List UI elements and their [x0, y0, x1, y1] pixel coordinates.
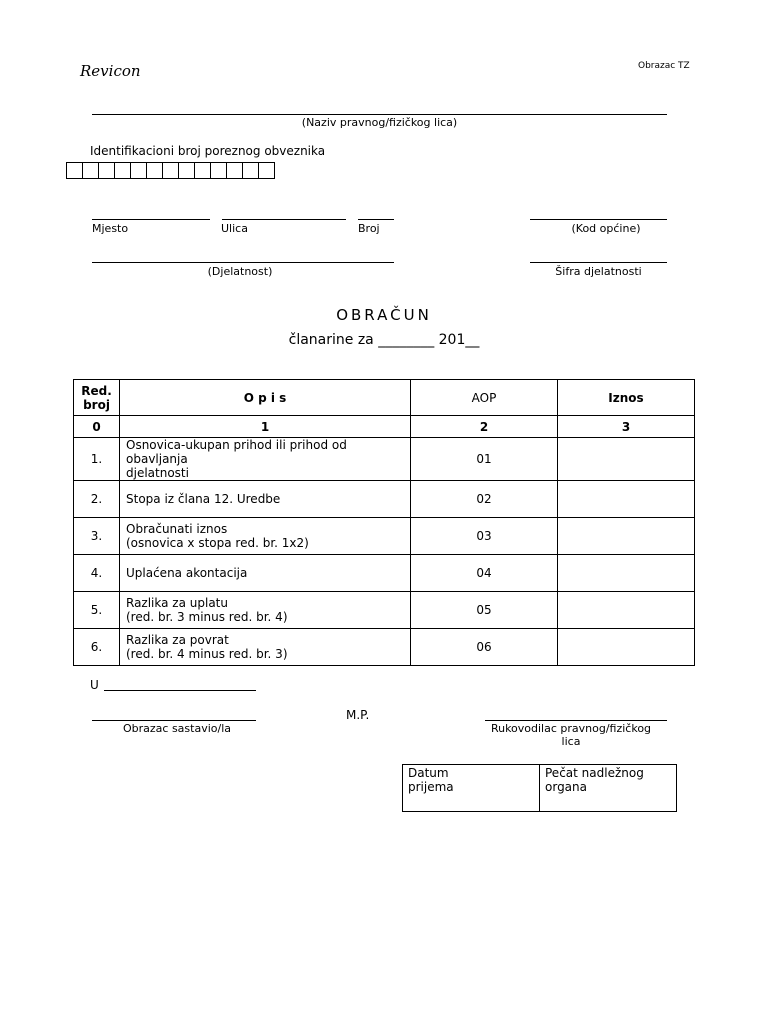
entity-name-caption: (Naziv pravnog/fizičkog lica)	[301, 116, 458, 129]
row-desc: Razlika za povrat (red. br. 4 minus red. br. 3)	[120, 629, 411, 666]
row-amount[interactable]	[558, 555, 695, 592]
row-num: 1.	[74, 438, 120, 481]
tax-id-label: Identifikacioni broj poreznog obveznika	[90, 144, 326, 158]
place-line	[92, 219, 210, 220]
row-num: 4.	[74, 555, 120, 592]
receipt-date-cell: Datum prijema	[403, 765, 540, 812]
municipality-line	[530, 219, 667, 220]
table-row	[74, 629, 695, 666]
form-code: Obrazac TZ	[638, 61, 690, 71]
table-row	[74, 518, 695, 555]
manager-caption: Rukovodilac pravnog/fizičkog lica	[490, 722, 652, 748]
prepared-by-caption: Obrazac sastavio/la	[122, 722, 232, 735]
row-aop: 05	[411, 592, 558, 629]
street-line	[222, 219, 346, 220]
street-caption: Ulica	[221, 222, 248, 235]
signing-place-line	[104, 690, 256, 691]
index-cell: 3	[558, 416, 695, 438]
table-row	[74, 555, 695, 592]
place-prefix: U	[90, 678, 99, 692]
row-desc: Razlika za uplatu (red. br. 3 minus red. br. 4)	[120, 592, 411, 629]
row-num: 2.	[74, 481, 120, 518]
header-num: Red. broj	[74, 380, 120, 416]
municipality-caption: (Kod općine)	[571, 222, 641, 235]
activity-line	[92, 262, 394, 263]
table-header-row	[74, 380, 695, 416]
document-subtitle: članarine za ________ 201__	[288, 332, 480, 348]
number-caption: Broj	[358, 222, 380, 235]
activity-code-line	[530, 262, 667, 263]
row-amount[interactable]	[558, 629, 695, 666]
table-row	[74, 481, 695, 518]
activity-code-caption: Šifra djelatnosti	[555, 265, 642, 278]
row-num: 6.	[74, 629, 120, 666]
authority-stamp-cell: Pečat nadležnog organa	[540, 765, 677, 812]
receipt-box	[402, 764, 677, 812]
table-index-row	[74, 416, 695, 438]
stamp-label: M.P.	[346, 708, 370, 722]
index-cell: 0	[74, 416, 120, 438]
header-desc: O p i s	[120, 380, 411, 416]
row-num: 5.	[74, 592, 120, 629]
prepared-by-line	[92, 720, 256, 721]
row-aop: 01	[411, 438, 558, 481]
row-desc: Stopa iz člana 12. Uredbe	[120, 481, 411, 518]
calculation-table	[73, 379, 695, 666]
row-amount[interactable]	[558, 481, 695, 518]
row-amount[interactable]	[558, 518, 695, 555]
row-desc: Uplaćena akontacija	[120, 555, 411, 592]
index-cell: 2	[411, 416, 558, 438]
activity-caption: (Djelatnost)	[207, 265, 273, 278]
row-aop: 02	[411, 481, 558, 518]
document-title: OBRAČUN	[336, 306, 432, 324]
number-line	[358, 219, 394, 220]
row-amount[interactable]	[558, 438, 695, 481]
table-row	[74, 592, 695, 629]
row-aop: 06	[411, 629, 558, 666]
row-desc: Osnovica-ukupan prihod ili prihod od obavljanja djelatnosti	[120, 438, 411, 481]
header-aop: AOP	[411, 380, 558, 416]
place-caption: Mjesto	[92, 222, 129, 235]
row-num: 3.	[74, 518, 120, 555]
tax-id-boxes	[66, 162, 275, 179]
row-amount[interactable]	[558, 592, 695, 629]
index-cell: 1	[120, 416, 411, 438]
entity-name-line	[92, 114, 667, 115]
row-aop: 04	[411, 555, 558, 592]
row-desc: Obračunati iznos (osnovica x stopa red. br. 1x2)	[120, 518, 411, 555]
row-aop: 03	[411, 518, 558, 555]
company-logo: Revicon	[80, 62, 141, 80]
manager-line	[485, 720, 667, 721]
header-amount: Iznos	[558, 380, 695, 416]
table-row	[74, 438, 695, 481]
